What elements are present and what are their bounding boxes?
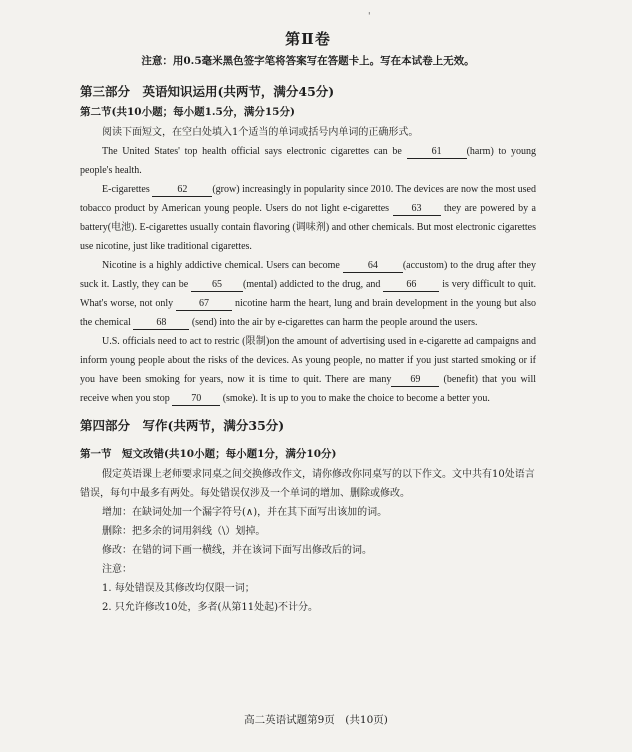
part4-title: 第四部分 写作(共两节，满分35分) (80, 418, 285, 433)
blank-66[interactable]: 66 (383, 278, 439, 292)
text-run: E-cigarettes (102, 184, 153, 195)
text-run: (send) into the air by e-cigarettes can harm the people around the users. (189, 317, 478, 328)
text-run: (accustom) to the drug after they suck it. Lastly, they can be (80, 260, 536, 290)
blank-70[interactable]: 70 (172, 392, 220, 406)
blank-68[interactable]: 68 (133, 316, 189, 330)
text-run: (benefit) that you will receive when you stop (80, 374, 537, 404)
text-run: (smoke). It is up to you to make the choice to become a better you. (220, 393, 490, 404)
page-footer: 高二英语试题第9页 (共10页) (244, 714, 388, 726)
rule-modify: 修改：在错的词下画一横线，并在该词下面写出修改后的词。 (102, 545, 372, 556)
text-run: is very difficult to quit. What's worse, not only (80, 279, 537, 309)
text-run: U.S. officials need to act to restric (限制)on the amount of advertising used in e-cigarette ad campaigns and inform young people about the risks of the devices. As young people, no matter if you just started smoking or if you have been smoking for years, now it is time to quit. There are many (80, 336, 536, 385)
part3-title: 第三部分 英语知识运用(共两节，满分45分) (80, 84, 335, 99)
volume-title: 第Ⅱ卷 (285, 30, 331, 48)
blank-61[interactable]: 61 (407, 145, 467, 159)
passage-paragraph-4 (80, 332, 536, 408)
passage-paragraph-1 (80, 142, 536, 180)
passage-paragraph-3 (80, 256, 536, 332)
part4-section1-title: 第一节 短文改错(共10小题；每小题1分，满分10分) (80, 448, 337, 460)
part3-instruction: 阅读下面短文，在空白处填入1个适当的单词或括号内单词的正确形式。 (102, 127, 419, 138)
stray-mark: ' (368, 12, 371, 22)
answer-notice: 注意：用0.5毫米黑色签字笔将答案写在答题卡上。写在本试卷上无效。 (141, 55, 475, 67)
text-run: (grow) increasingly in popularity since 2010. The devices are now the most used tobacco product by American young people. Users do not light e-cigarettes (80, 184, 536, 214)
text-run: they are powered by a battery(电池). E-cigarettes usually contain flavoring (调味剂) and other chemicals. But most electronic cigarettes use nicotine, just like traditional cigarettes. (80, 203, 536, 252)
rule-add: 增加：在缺词处加一个漏字符号(∧)，并在其下面写出该加的词。 (102, 507, 388, 518)
passage-paragraph-2 (80, 180, 536, 256)
note-1: 1. 每处错误及其修改均仅限一词； (102, 583, 255, 594)
text-run: (harm) to young people's health. (80, 146, 536, 176)
blank-62[interactable]: 62 (152, 183, 212, 197)
text-run: The United States' top health official says electronic cigarettes can be (102, 146, 407, 157)
note-2: 2. 只允许修改10处，多者(从第11处起)不计分。 (102, 602, 318, 613)
blank-63[interactable]: 63 (393, 202, 441, 216)
blank-69[interactable]: 69 (391, 373, 439, 387)
text-run: nicotine harm the heart, lung and brain development in the young but also the chemical (80, 298, 536, 328)
blank-67[interactable]: 67 (176, 297, 232, 311)
part3-section2-title: 第二节(共10小题；每小题1.5分，满分15分) (80, 106, 295, 118)
rule-delete: 删除：把多余的词用斜线（\）划掉。 (102, 526, 266, 537)
blank-64[interactable]: 64 (343, 259, 403, 273)
blank-65[interactable]: 65 (191, 278, 243, 292)
note-label: 注意： (102, 564, 132, 575)
text-run: (mental) addicted to the drug, and (243, 279, 384, 290)
part4-instruction: 假定英语课上老师要求同桌之间交换修改作文，请你修改你同桌写的以下作文。文中共有10处语言错误，每句中最多有两处。每处错误仅涉及一个单词的增加、删除或修改。 (80, 469, 535, 499)
text-run: Nicotine is a highly addictive chemical. Users can become (102, 260, 343, 271)
